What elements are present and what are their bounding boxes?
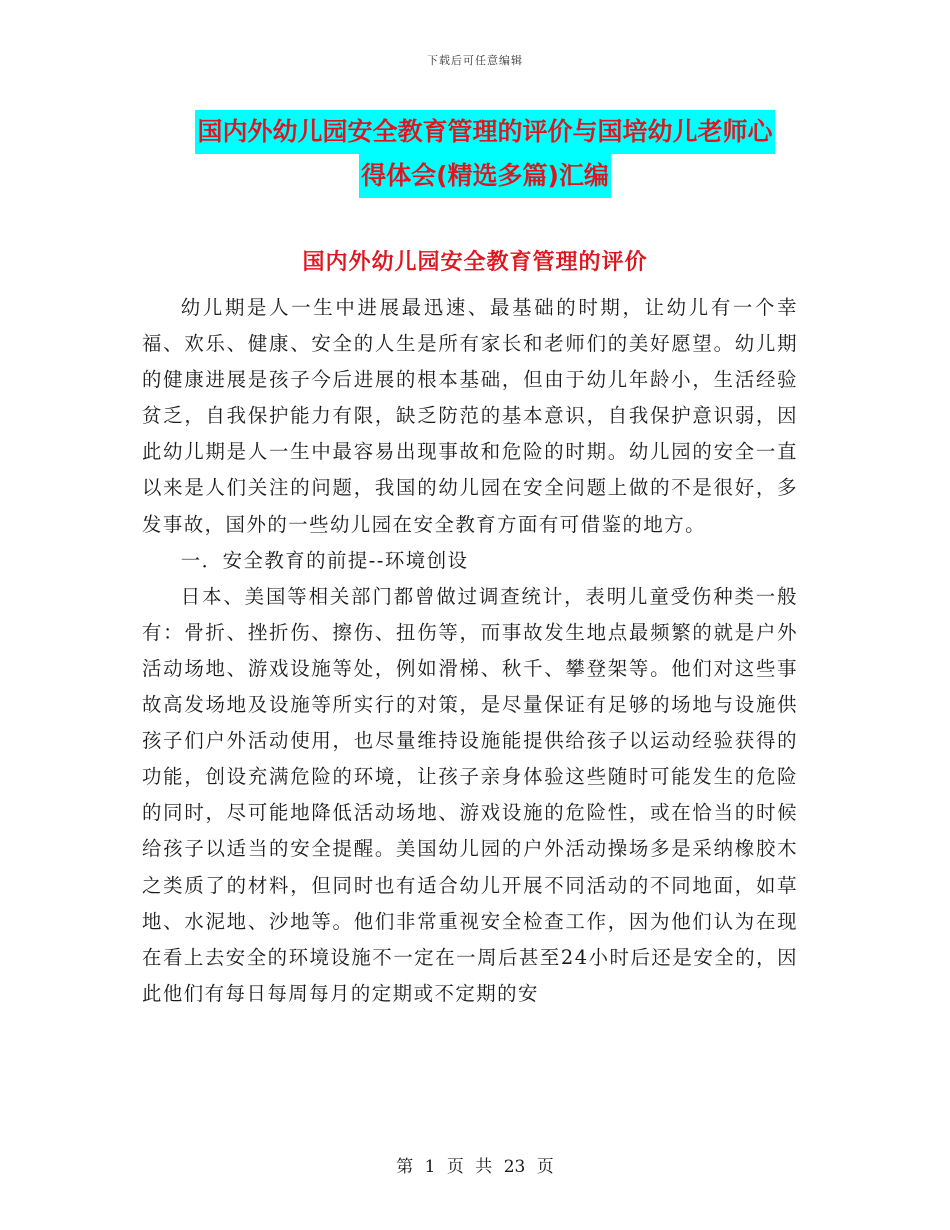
paragraph-environment: 日本、美国等相关部门都曾做过调查统计，表明儿童受伤种类一般有：骨折、挫折伤、擦伤、扭伤等，而事故发生地点最频繁的就是户外活动场地、游戏设施等处，例如滑梯、秋千、攀登架等。他们对这些事故高发场地及设施等所实行的对策，是尽量保证有足够的场地与设施供孩子们户外活动使用，也尽量维持设施能提供给孩子以运动经验获得的功能，创设充满危险的环境，让孩子亲身体验这些随时可能发生的危险的同时，尽可能地降低活动场地、游戏设施的危险性，或在恰当的时候给孩子以适当的安全提醒。美国幼儿园的户外活动操场多是采纳橡胶木之类质了的材料，但同时也有适合幼儿开展不同活动的不同地面，如草地、水泥地、沙地等。他们非常重视安全检查工作，因为他们认为在现在看上去安全的环境设施不一定在一周后甚至24小时后还是安全的，因此他们有每日每周每月的定期或不定期的安 xyxy=(142,584,798,1005)
document-title-line-1: 国内外幼儿园安全教育管理的评价与国培幼儿老师心 xyxy=(195,110,774,154)
document-title xyxy=(140,110,830,198)
body-text xyxy=(142,290,798,1012)
document-title-line-2: 得体会(精选多篇)汇编 xyxy=(359,154,611,198)
page-footer: 第 1 页 共 23 页 xyxy=(396,1157,554,1177)
section-title: 国内外幼儿园安全教育管理的评价 xyxy=(302,250,648,275)
subheading-environment: 一．安全教育的前提--环境创设 xyxy=(180,548,469,572)
paragraph-intro: 幼儿期是人一生中进展最迅速、最基础的时期，让幼儿有一个幸福、欢乐、健康、安全的人生是所有家长和老师们的美好愿望。幼儿期的健康进展是孩子今后进展的根本基础，但由于幼儿年龄小，生活经验贫乏，自我保护能力有限，缺乏防范的基本意识，自我保护意识弱，因此幼儿期是人一生中最容易出现事故和危险的时期。幼儿园的安全一直以来是人们关注的问题，我国的幼儿园在安全问题上做的不是很好，多发事故，国外的一些幼儿园在安全教育方面有可借鉴的地方。 xyxy=(142,296,798,536)
page-header-note: 下载后可任意编辑 xyxy=(427,54,523,67)
